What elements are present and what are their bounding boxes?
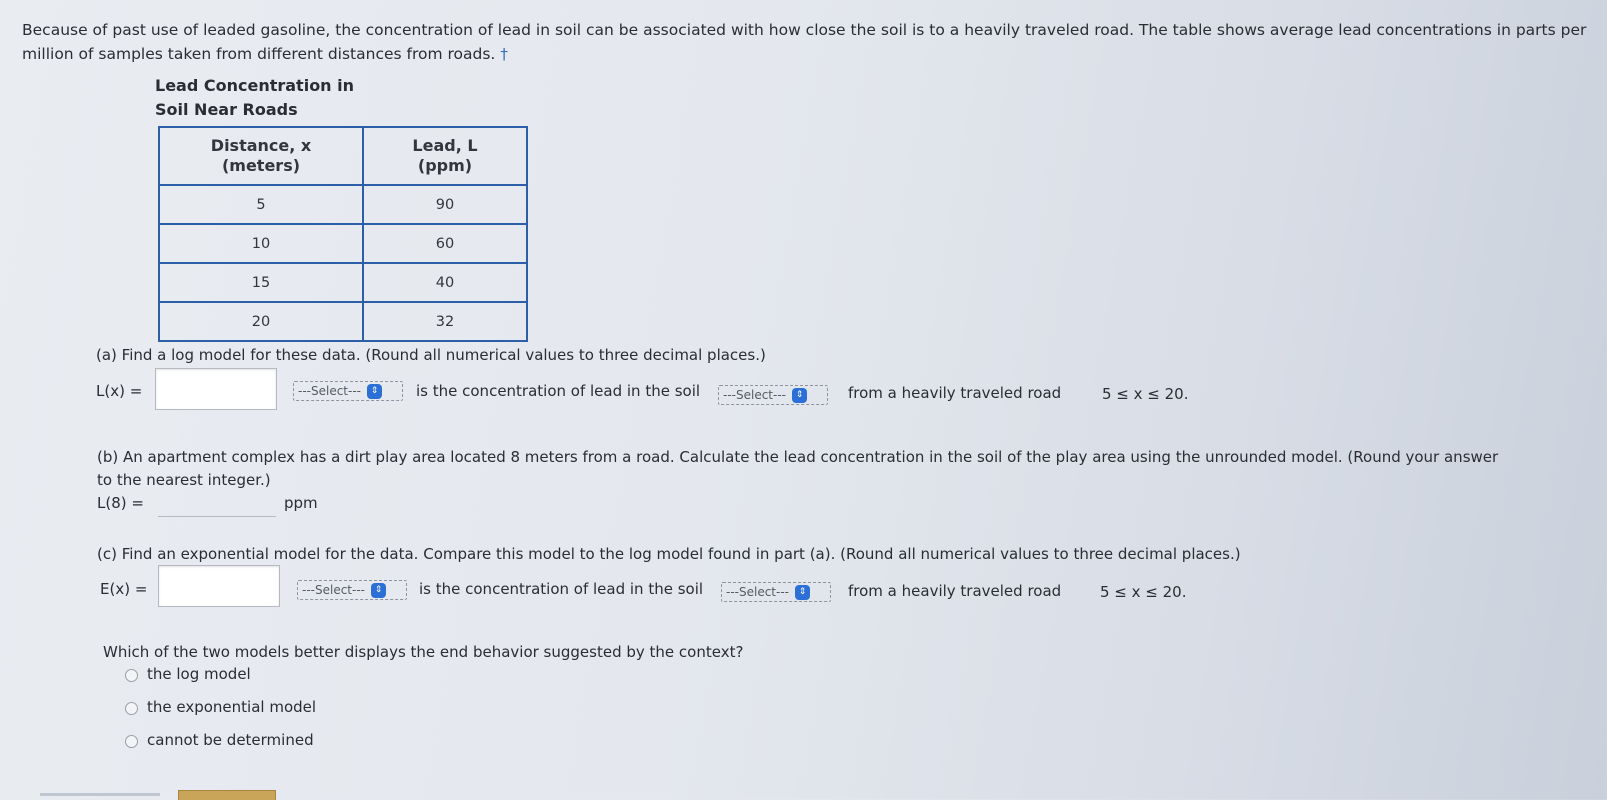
distance-cell: 5 (159, 185, 363, 224)
lead-header (363, 127, 527, 185)
distance-cell: 10 (159, 224, 363, 263)
distance-header-line2: (meters) (221, 156, 301, 175)
radio-exponential-model[interactable] (125, 702, 138, 715)
lead-cell: 90 (363, 185, 527, 224)
option-exponential-model-label[interactable]: the exponential model (147, 698, 317, 716)
part-a-tail-text: from a heavily traveled road (848, 384, 1062, 402)
table-row (159, 263, 527, 302)
part-a-question: (a) Find a log model for these data. (Round all numerical values to three decimal places.) (96, 346, 766, 364)
part-a-label: L(x) = (96, 382, 143, 400)
table-row (159, 224, 527, 263)
part-a-middle-text: is the concentration of lead in the soil (416, 382, 701, 400)
part-b-unit: ppm (284, 494, 318, 512)
lead-data-table (158, 126, 528, 342)
table-caption (155, 74, 354, 122)
select-label: ---Select--- (723, 388, 786, 402)
part-c-select-1[interactable] (297, 580, 407, 600)
select-arrow-icon: ⇕ (367, 384, 382, 399)
lead-cell: 40 (363, 263, 527, 302)
lead-header-line1: Lead, L (412, 136, 478, 155)
radio-log-model[interactable] (125, 669, 138, 682)
part-a-select-2[interactable] (718, 385, 828, 405)
select-arrow-icon: ⇕ (795, 585, 810, 600)
part-a-domain: 5 ≤ x ≤ 20. (1102, 385, 1189, 403)
part-c-question: (c) Find an exponential model for the data. Compare this model to the log model found in part (a). (Round all numerical values to three decimal places.) (97, 545, 1241, 563)
part-b-answer-input[interactable] (158, 496, 276, 517)
end-behavior-question: Which of the two models better displays the end behavior suggested by the context? (103, 643, 744, 661)
part-c-domain: 5 ≤ x ≤ 20. (1100, 583, 1187, 601)
part-b-label: L(8) = (97, 494, 144, 512)
part-a-select-1[interactable] (293, 381, 403, 401)
part-c-middle-text: is the concentration of lead in the soil (419, 580, 704, 598)
footnote-link[interactable]: † (500, 45, 509, 63)
part-b-question (97, 446, 1602, 492)
part-c-answer-input[interactable] (158, 565, 280, 607)
part-a-answer-input[interactable] (155, 368, 277, 410)
select-label: ---Select--- (726, 585, 789, 599)
distance-cell: 15 (159, 263, 363, 302)
select-arrow-icon: ⇕ (371, 583, 386, 598)
part-b-question-line1: (b) An apartment complex has a dirt play area located 8 meters from a road. Calculate the lead concentration in the soil of the play area using the unrounded model. (Round your answer (97, 448, 1499, 466)
cutoff-link[interactable] (40, 793, 160, 796)
distance-cell: 20 (159, 302, 363, 341)
part-b-question-line2: to the nearest integer.) (97, 471, 271, 489)
table-row (159, 302, 527, 341)
select-label: ---Select--- (302, 583, 365, 597)
table-row (159, 185, 527, 224)
distance-header (159, 127, 363, 185)
part-c-tail-text: from a heavily traveled road (848, 582, 1062, 600)
problem-intro (22, 18, 1602, 66)
part-c-label: E(x) = (100, 580, 148, 598)
select-arrow-icon: ⇕ (792, 388, 807, 403)
part-c-select-2[interactable] (721, 582, 831, 602)
option-log-model-label[interactable]: the log model (147, 665, 251, 683)
distance-header-line1: Distance, x (210, 136, 312, 155)
select-label: ---Select--- (298, 384, 361, 398)
lead-header-line2: (ppm) (417, 156, 473, 175)
table-caption-line1: Lead Concentration in (155, 76, 355, 95)
radio-cannot-be-determined[interactable] (125, 735, 138, 748)
table-caption-line2: Soil Near Roads (155, 100, 298, 119)
lead-cell: 60 (363, 224, 527, 263)
option-cannot-be-determined-label[interactable]: cannot be determined (147, 731, 314, 749)
table-header-row (159, 127, 527, 185)
intro-text: Because of past use of leaded gasoline, the concentration of lead in soil can be associated with how close the soil is to a heavily traveled road. The table shows average lead concentrations in parts per million of samples taken from different distances from roads. (22, 21, 1587, 63)
lead-cell: 32 (363, 302, 527, 341)
